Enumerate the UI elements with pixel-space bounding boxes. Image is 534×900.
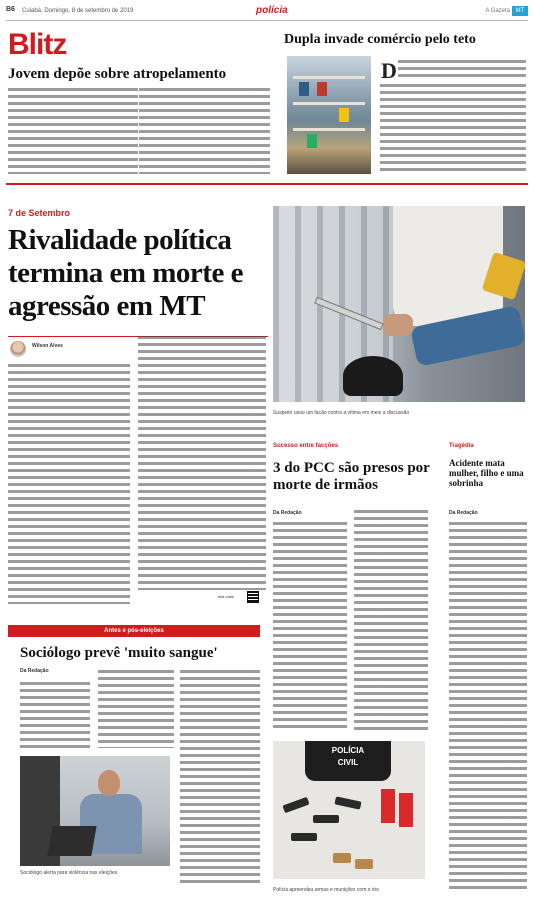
pcc-body-col1	[273, 522, 347, 732]
vest-text-1: POLÍCIA	[331, 746, 365, 755]
tragedia-headline[interactable]: Acidente mata mulher, filho e uma sobrinha	[449, 458, 524, 488]
page-header	[6, 6, 528, 21]
section-name[interactable]: polícia	[256, 5, 288, 16]
sociologo-photo	[20, 756, 170, 866]
dropcap: D	[381, 58, 397, 83]
main-body-col2	[138, 336, 266, 590]
pcc-headline[interactable]: 3 do PCC são presos por morte de irmãos	[273, 460, 430, 493]
section-divider	[6, 183, 528, 185]
sociologo-box-label: Antes e pós-eleições	[8, 625, 260, 637]
dupla-body-top	[398, 60, 526, 80]
tragedia-byline: Da Redação	[449, 510, 478, 516]
badge: MT	[512, 6, 528, 16]
main-photo	[273, 206, 525, 402]
pcc-byline: Da Redação	[273, 510, 302, 516]
qr-code-icon[interactable]	[248, 592, 258, 602]
main-headline[interactable]: Rivalidade política termina em morte e agressão em MT	[8, 224, 243, 322]
shop-photo	[287, 56, 371, 174]
avatar	[10, 341, 26, 357]
blitz-body-text	[8, 88, 270, 174]
main-kicker: 7 de Setembro	[8, 208, 71, 218]
sociologo-byline: Da Redação	[20, 668, 49, 674]
blitz-title: Blitz	[8, 28, 67, 61]
dupla-headline[interactable]: Dupla invade comércio pelo teto	[284, 32, 476, 47]
pcc-photo-caption: Polícia apreendeu armas e munições com o trio	[273, 887, 379, 893]
page-number: B6	[6, 6, 15, 13]
sociologo-body-col2	[98, 670, 174, 748]
tragedia-kicker: Tragédia	[449, 443, 474, 449]
blitz-headline[interactable]: Jovem depõe sobre atropelamento	[8, 66, 227, 82]
sociologo-body-col1	[20, 682, 90, 748]
date-line: Cuiabá, Domingo, 8 de setembro de 2019	[22, 8, 134, 14]
sociologo-photo-caption: Sociólogo alerta para violência nas eleições	[20, 870, 118, 876]
pcc-body-col2	[354, 510, 428, 732]
tragedia-body	[449, 522, 527, 892]
qr-label: leia mais	[218, 594, 234, 599]
dupla-body-text	[380, 84, 526, 174]
main-photo-caption: Suspeito usou um facão contra a vítima em meio a discussão	[273, 410, 410, 416]
sociologo-headline[interactable]: Sociólogo prevê 'muito sangue'	[20, 645, 218, 661]
main-body-col1	[8, 364, 130, 604]
column-gap	[138, 88, 139, 174]
newspaper-name: A Gazeta	[485, 8, 510, 14]
seized-items-photo	[273, 741, 425, 879]
author-name: Wilson Alves	[32, 343, 63, 349]
sociologo-body-col3	[180, 670, 260, 884]
vest-text-2: CIVIL	[337, 758, 359, 767]
pcc-kicker: Sucesso entre facções	[273, 443, 339, 449]
